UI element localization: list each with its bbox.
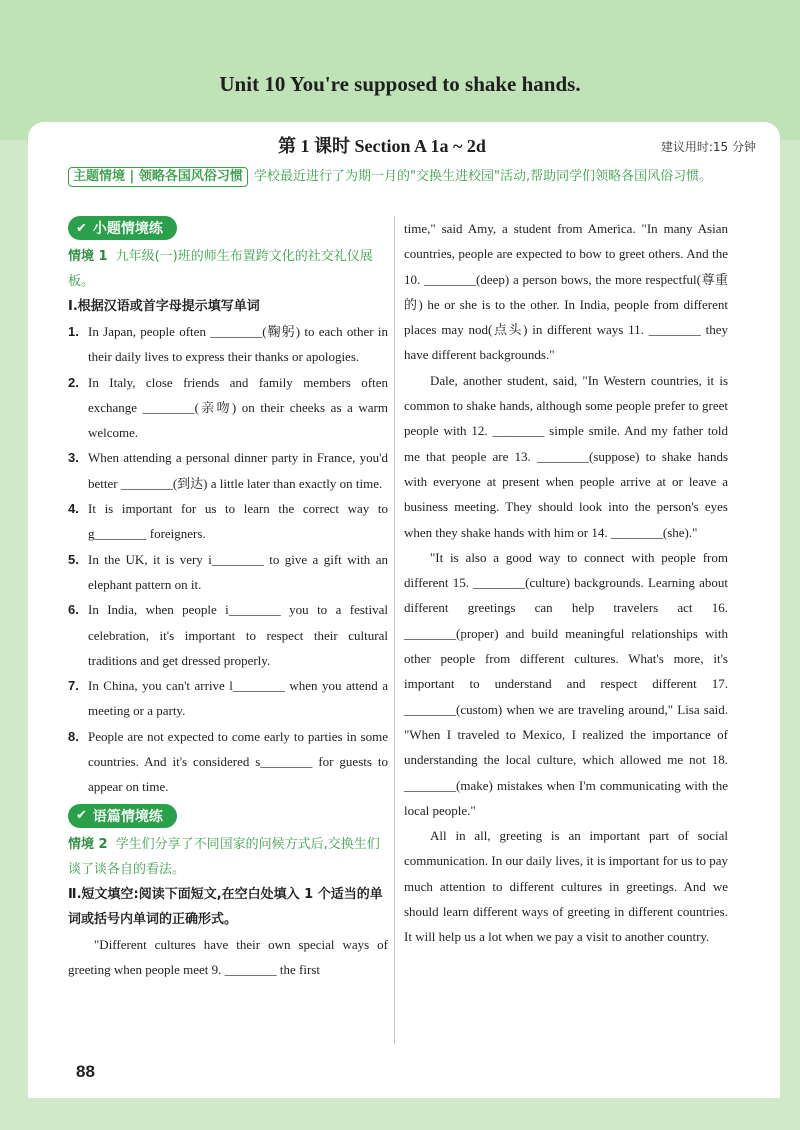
lesson-title: 第 1 课时 Section A 1a ~ 2d: [278, 136, 486, 156]
unit-title: Unit 10 You're supposed to shake hands.: [219, 72, 581, 96]
part-title-1: Ⅰ.根据汉语或首字母提示填写单词: [68, 299, 260, 314]
part-title-2: Ⅱ.短文填空:阅读下面短文,在空白处填入 1 个适当的单词或括号内单词的正确形式。: [68, 886, 383, 927]
column-divider: [394, 216, 395, 1044]
question-6: [68, 597, 388, 673]
question-5: [68, 547, 388, 598]
question-text: It is important for us to learn the correct way to g________ foreigners.: [88, 501, 388, 542]
passage-paragraph: "It is also a good way to connect with people from different 15. ________(culture) backgrounds. Learning about different greetings can help travelers act 16. ________(proper) and build meaningful relationships with other people from different cultures. What's more, it's important to understand and respect different 17. ________(custom) when we are traveling around," Lisa said. "When I traveled to Mexico, I realized the importance of understanding the local culture, which allowed me not 18. ________(make) mistakes when I'm communicating with the local people.": [404, 549, 728, 818]
question-number: 5.: [68, 551, 79, 567]
question-4: [68, 496, 388, 547]
question-text: In China, you can't arrive l________ when you attend a meeting or a party.: [88, 678, 388, 719]
right-column: [404, 216, 728, 950]
worksheet-page: [28, 122, 780, 1098]
check-icon: ✔: [76, 808, 87, 824]
question-number: 6.: [68, 602, 79, 618]
theme-row: [68, 164, 768, 189]
scene-label: 情境 1: [68, 249, 108, 264]
question-number: 4.: [68, 501, 79, 517]
theme-tag: 主题情境 | 领略各国风俗习惯: [68, 167, 248, 187]
scene-label: 情境 2: [68, 836, 108, 852]
scene-text: 九年级(一)班的师生布置跨文化的社交礼仪展板。: [68, 249, 373, 289]
question-text: People are not expected to come early to parties in some countries. And it's considered s________ for guests to appear on time.: [88, 728, 388, 795]
question-text: In Italy, close friends and family members often exchange ________(亲吻) on their cheeks as a warm welcome.: [88, 374, 388, 441]
question-text: In the UK, it is very i________ to give a gift with an elephant pattern on it.: [88, 551, 388, 592]
passage-right: [404, 216, 728, 950]
passage-paragraph: Dale, another student, said, "In Western countries, it is common to shake hands, although some people prefer to greet people with 12. ________ simple smile. And my father told me that people are 13. ________(suppose) to shake hands with everyone at present when people arrive at or leave a business meeting. They should look into the person's eyes when they shake hands with him or 14. ________(she).": [404, 372, 728, 540]
theme-tag-label-2: 领略各国风俗习惯: [138, 169, 243, 184]
question-text: In India, when people i________ you to a festival celebration, it's important to respect their cultural traditions and get dressed properly.: [88, 602, 388, 668]
section-pill-label: 小题情境练: [92, 221, 163, 237]
passage-paragraph: All in all, greeting is an important part of social communication. In our daily lives, it is important for us to pay much attention to different cultures in greetings. And we should learn different ways of greeting in different countries. It will help us a lot when we pay a visit to another country.: [404, 828, 728, 945]
question-8: [68, 724, 388, 800]
question-7: [68, 673, 388, 724]
scene-text: 学生们分享了不同国家的问候方式后,交换生们谈了谈各自的看法。: [68, 836, 380, 877]
question-2: [68, 370, 388, 446]
question-3: [68, 445, 388, 496]
question-number: 8.: [68, 728, 79, 744]
scene-1: [68, 244, 388, 294]
question-text: When attending a personal dinner party in France, you'd better ________(到达) a little later than exactly on time.: [88, 450, 388, 491]
lesson-header: [28, 130, 780, 158]
question-number: 2.: [68, 374, 79, 390]
section-pill-label: 语篇情境练: [92, 808, 163, 825]
header-band: [0, 0, 800, 140]
theme-text: 学校最近进行了为期一月的"交换生进校园"活动,帮助同学们领略各国风俗习惯。: [253, 169, 713, 184]
passage-left: [68, 932, 388, 983]
theme-tag-label: 主题情境: [73, 169, 126, 184]
suggested-time: 建议用时:15 分钟: [660, 140, 756, 154]
left-column: [68, 216, 388, 982]
page-number: 88: [76, 1062, 95, 1081]
question-1: [68, 319, 388, 370]
passage-paragraph: time," said Amy, a student from America. "In many Asian countries, people are expected to bow to greet others. And the 10. ________(deep) a person bows, the more respectful(尊重的) he or she is to the other. In India, people from different places may nod(点头) in different ways 11. ________ they have different backgrounds.": [404, 221, 728, 363]
scene-2: [68, 832, 388, 882]
section-pill-1: [68, 216, 177, 240]
question-number: 3.: [68, 450, 79, 466]
question-number: 1.: [68, 324, 79, 339]
passage-paragraph: "Different cultures have their own special ways of greeting when people meet 9. ________ the first: [68, 936, 388, 977]
check-icon: ✔: [76, 220, 87, 236]
question-number: 7.: [68, 678, 79, 694]
section-pill-2: [68, 804, 177, 828]
question-text: In Japan, people often ________(鞠躬) to each other in their daily lives to express their thanks or apologies.: [88, 324, 388, 365]
